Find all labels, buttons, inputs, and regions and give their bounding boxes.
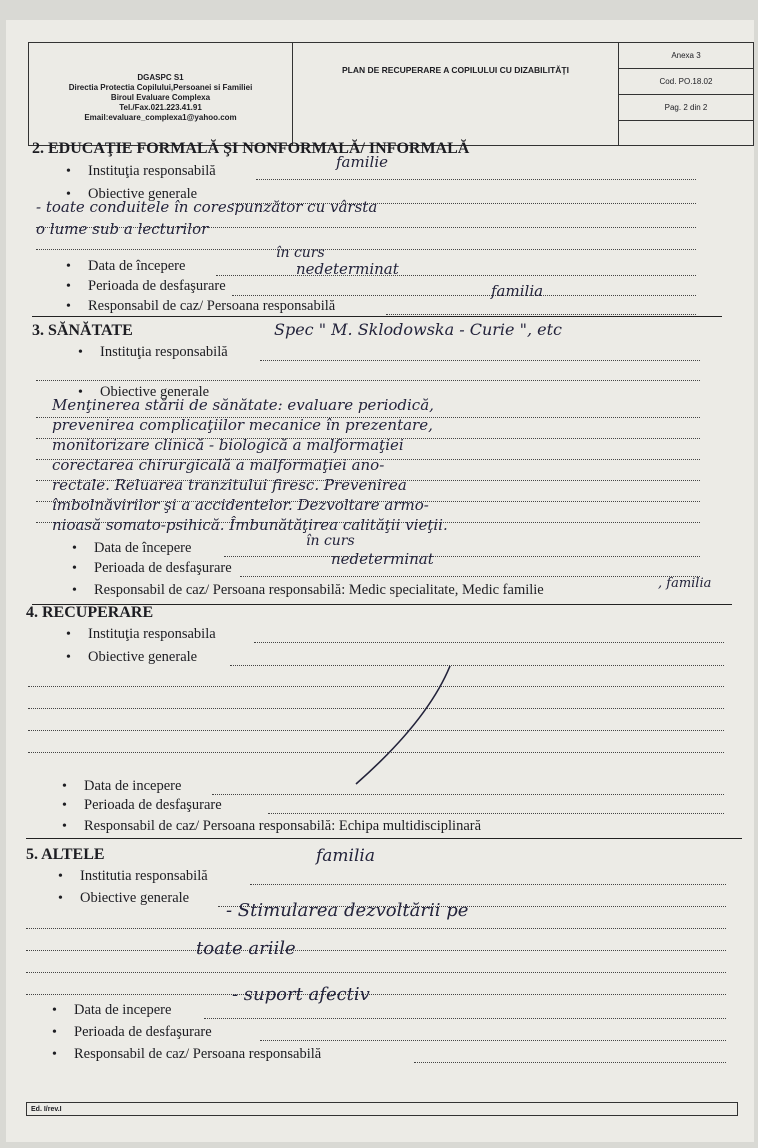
document-meta <box>619 43 753 145</box>
handwritten-start-date: în curs <box>276 245 325 261</box>
handwritten-objectives-line: corectarea chirurgicală a malformaţiei ano- <box>52 456 385 474</box>
document-title: PLAN DE RECUPERARE A COPILULUI CU DIZABILITĂŢI <box>293 43 619 145</box>
start-date-label: • Data de incepere <box>52 1002 171 1019</box>
org-line: Tel./Fax.021.223.41.91 <box>119 103 202 112</box>
page-number: Pag. 2 din 2 <box>619 95 753 121</box>
handwritten-start-date: în curs <box>306 533 355 549</box>
handwritten-responsible: , familia <box>658 576 712 591</box>
institution-label: • Instituţia responsabila <box>66 626 216 643</box>
handwritten-institution: familia <box>316 846 375 866</box>
section-title: 4. RECUPERARE <box>26 604 154 621</box>
edition-footer: Ed. I/rev.I <box>26 1102 738 1116</box>
org-line: Email:evaluare_complexa1@yahoo.com <box>84 113 237 122</box>
period-label: • Perioada de desfaşurare <box>66 278 226 295</box>
document-header <box>28 42 754 146</box>
institution-label: • Instituţia responsabilă <box>78 344 228 361</box>
handwritten-objectives: - Stimularea dezvoltării pe <box>226 900 469 921</box>
handwritten-objectives-line: îmbolnăvirilor şi a accidentelor. Dezvoltare armo- <box>52 496 429 514</box>
code-label: Cod. PO.18.02 <box>619 69 753 95</box>
handwritten-objectives-line: monitorizare clinică - biologică a malformaţiei <box>52 436 404 454</box>
responsible-label: • Responsabil de caz/ Persoana responsabilă: Medic specialitate, Medic familie <box>72 582 544 599</box>
responsible-label: • Responsabil de caz/ Persoana responsabilă <box>66 298 335 315</box>
institution-label: • Instituţia responsabilă <box>66 163 216 180</box>
section-title: 2. EDUCAŢIE FORMALĂ ŞI NONFORMALĂ/ INFORMALĂ <box>32 140 470 157</box>
handwritten-objectives-line: prevenirea complicaţiilor mecanice în prezentare, <box>52 416 433 434</box>
handwritten-objectives-line: Menţinerea stării de sănătate: evaluare periodică, <box>52 396 434 414</box>
org-line: Biroul Evaluare Complexa <box>110 93 211 102</box>
handwritten-period: nedeterminat <box>296 260 399 278</box>
handwritten-period: nedeterminat <box>331 550 434 568</box>
period-label: • Perioada de desfaşurare <box>52 1024 212 1041</box>
start-date-label: • Data de începere <box>72 540 191 557</box>
responsible-label: • Responsabil de caz/ Persoana responsabilă: Echipa multidisciplinară <box>62 818 481 835</box>
institution-label: • Institutia responsabilă <box>58 868 208 885</box>
handwritten-objectives-line: rectale. Reluarea tranzitului firesc. Prevenirea <box>52 476 407 494</box>
handwritten-institution: familie <box>336 153 388 171</box>
objectives-label: • Obiective generale <box>58 890 189 907</box>
org-line: Directia Protectia Copilului,Persoanei si Familiei <box>68 83 253 92</box>
section-title: 3. SĂNĂTATE <box>32 322 133 339</box>
handwritten-objectives-line: nioasă somato-psihică. Îmbunătăţirea calităţii vieţii. <box>52 516 448 534</box>
objectives-label: • Obiective generale <box>66 186 197 203</box>
objectives-label: • Obiective generale <box>78 384 209 401</box>
period-label: • Perioada de desfaşurare <box>62 797 222 814</box>
cross-out-line <box>346 660 456 790</box>
org-line: DGASPC S1 <box>137 73 184 82</box>
start-date-label: • Data de incepere <box>62 778 181 795</box>
section-title: 5. ALTELE <box>26 846 105 863</box>
handwritten-objectives: o lume sub a lecturilor <box>36 220 209 238</box>
handwritten-institution: Spec " M. Sklodowska - Curie ", etc <box>274 320 562 339</box>
responsible-label: • Responsabil de caz/ Persoana responsabilă <box>52 1046 321 1063</box>
handwritten-objectives: - toate conduitele în corespunzător cu vârsta <box>36 198 378 216</box>
start-date-label: • Data de începere <box>66 258 185 275</box>
annex-label: Anexa 3 <box>619 43 753 69</box>
organization-block <box>29 43 293 145</box>
handwritten-responsible: familia <box>491 282 544 300</box>
handwritten-start-date: - suport afectiv <box>232 984 370 1005</box>
document-page <box>6 20 754 1142</box>
period-label: • Perioada de desfaşurare <box>72 560 232 577</box>
objectives-label: • Obiective generale <box>66 649 197 666</box>
handwritten-objectives: toate ariile <box>196 938 296 959</box>
